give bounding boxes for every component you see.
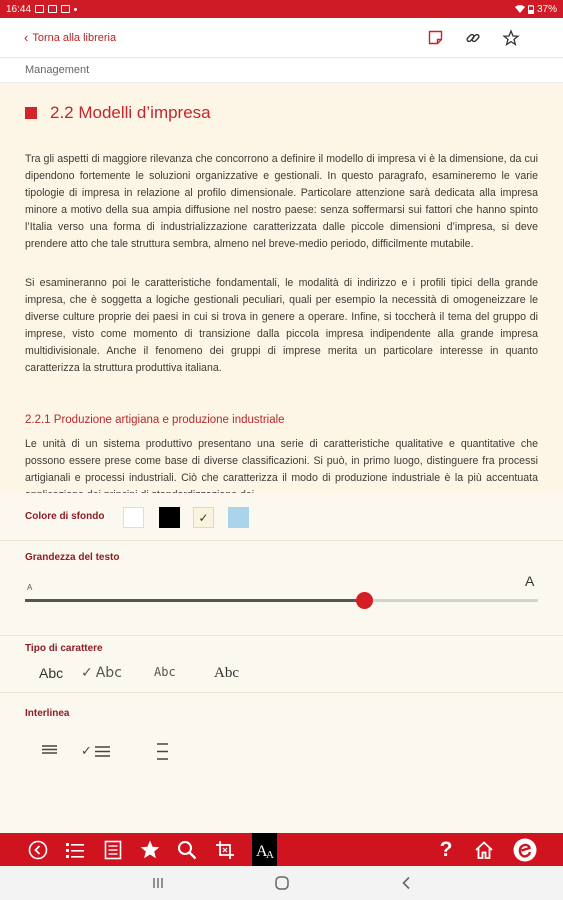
check-icon: ✓: [198, 510, 209, 525]
font-type-label: Tipo di carattere: [25, 643, 103, 654]
text-size-label: Grandezza del testo: [25, 552, 120, 563]
system-back-icon[interactable]: [398, 875, 414, 891]
line-spacing-wide[interactable]: [155, 743, 170, 760]
back-label: Torna alla libreria: [32, 31, 117, 44]
text-size-small-glyph: A: [27, 583, 33, 592]
section-title: 2.2 Modelli d’impresa: [50, 103, 211, 122]
chevron-left-icon: ‹: [24, 30, 29, 45]
text-size-row: [0, 541, 563, 636]
text-size-large-glyph: A: [525, 573, 535, 589]
bottom-toolbar: [0, 833, 563, 866]
note-icon[interactable]: [427, 30, 443, 46]
help-icon[interactable]: ?: [439, 837, 453, 861]
paragraph: Si esamineranno poi le caratteristiche fondamentali, le modalità di indirizzo e i profili tipici della grande impresa, che è soggetta a logiche gestionali peculiari, quali per esempio la necessità di omogeneizzare le diverse culture proprie dei paesi in cui si trova in genere a operare. Infine, si toccherà il tema del gruppo di imprese, visto come momento di transizione dalla piccola impresa indipendente alla grande impresa multidivisionale. Anche il fenomeno dei gruppi di imprese merita un particolare interesse in quanto caratterizza la struttura produttiva italiana.: [25, 277, 538, 374]
home-button-icon[interactable]: [274, 875, 290, 891]
line-spacing-compact[interactable]: [42, 743, 57, 755]
paragraph: Le unità di un sistema produttivo presentano una serie di caratteristiche qualitative e quantitative che possono essere prese come base di diverse classificazioni. Si può, in primo luogo, distinguere fra processi artigianali e processi industriali. Ciò che caratterizza il modo di produzione industriale è la più accentuata: [25, 438, 538, 484]
notification-icon: [61, 5, 70, 13]
search-icon[interactable]: [174, 833, 200, 866]
svg-text:A: A: [255, 842, 268, 860]
notification-icon: [35, 5, 44, 13]
text-size-slider-fill: [25, 599, 364, 602]
crop-icon[interactable]: [212, 833, 238, 866]
star-icon[interactable]: [503, 30, 519, 46]
font-option-mono[interactable]: Abc: [154, 665, 176, 679]
list-icon[interactable]: [62, 833, 88, 866]
background-color-row: [0, 493, 563, 541]
font-option-selected[interactable]: ✓ Abc: [81, 665, 122, 681]
background-color-label: Colore di sfondo: [25, 511, 105, 522]
font-option-serif[interactable]: Abc: [214, 665, 239, 681]
wifi-icon: [515, 5, 525, 13]
subsection-title: 2.2.1 Produzione artigiana e produzione industriale: [25, 414, 285, 426]
text-size-slider-handle[interactable]: [356, 592, 373, 609]
home-icon[interactable]: [471, 833, 497, 866]
battery-level: 37%: [536, 3, 557, 15]
swatch-cream[interactable]: [193, 507, 214, 528]
text-size-icon[interactable]: [252, 833, 277, 866]
swatch-black[interactable]: [159, 507, 180, 528]
swatch-blue[interactable]: [228, 507, 249, 528]
link-icon[interactable]: [465, 30, 481, 46]
notes-icon[interactable]: [100, 833, 126, 866]
notification-icon: [48, 5, 57, 13]
star-icon[interactable]: [137, 833, 163, 866]
text-size-slider-track[interactable]: [25, 599, 538, 602]
battery-icon: [528, 5, 534, 14]
dot-icon: [74, 8, 77, 11]
back-circle-icon[interactable]: [25, 833, 51, 866]
category-breadcrumb: Management: [0, 58, 563, 83]
recent-apps-icon[interactable]: [150, 875, 166, 891]
reading-settings-panel: [0, 493, 563, 833]
svg-text:A: A: [265, 848, 274, 861]
check-icon: ✓: [81, 665, 93, 681]
system-navigation-bar: [0, 866, 563, 900]
status-time: 16:44: [6, 3, 32, 15]
swatch-white[interactable]: [123, 507, 144, 528]
line-spacing-normal[interactable]: [81, 743, 110, 759]
font-option-sans[interactable]: Abc: [39, 665, 64, 681]
section-marker-icon: [25, 107, 37, 119]
logo-icon[interactable]: [512, 833, 538, 866]
check-icon: ✓: [81, 743, 92, 758]
paragraph: Tra gli aspetti di maggiore rilevanza che concorrono a definire il modello di impresa vi è la dimensione, da cui dipendono fortemente le soluzioni organizzative e gestionali. In questo paragrafo, esamineremo le varie tipologie di impresa in relazione al profilo dimensionale. Particolare attenzione sarà dedicata alla impresa minore a motivo della sua ampia diffusione nel nostro paese: senza soffermarsi sui fattori che hanno spinto l’Italia verso una forma di industrializzazione caratterizzata dalle piccole dimensioni d’impresa, si deve prendere atto che tale struttura sembra, almeno nel breve-medio periodo, difficilmente mutabile.: [25, 153, 538, 250]
status-bar: [0, 0, 563, 18]
reader-content: [0, 83, 563, 493]
line-spacing-label: Interlinea: [25, 708, 70, 719]
section-heading: [25, 103, 211, 123]
top-bar: [0, 18, 563, 58]
back-to-library-link[interactable]: [24, 30, 116, 45]
